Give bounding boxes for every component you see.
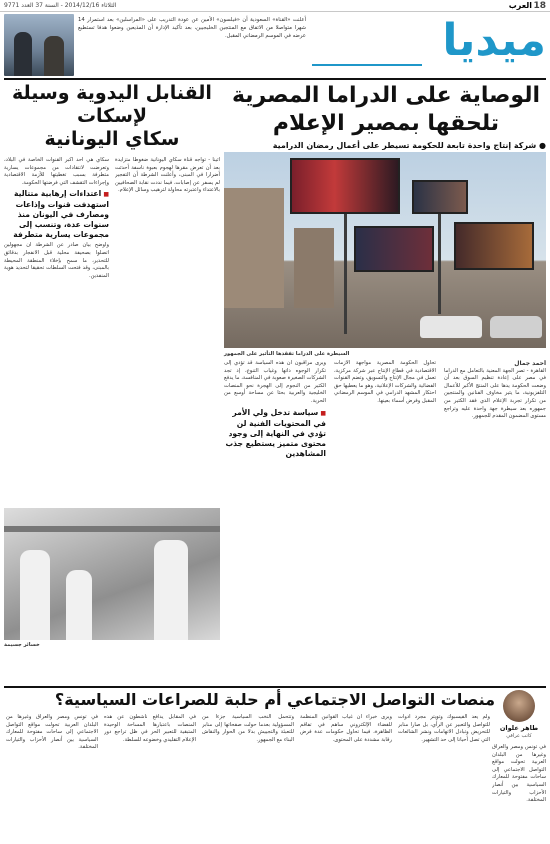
billboards-photo: [224, 152, 546, 348]
left-col-a-text: أثينا - تواجه قناة سكاي اليونانية ضغوطا متزايدة بعد أن تعرض مقرها لهجوم بعبوة ناسفة أحدثت أضرارا في المبنى، وأعلنت الشرطة أن التفجير لم يسفر عن إصابات، فيما نددت نقابة الصحافيين بالاعتداء واعتبرته محاولة لترهيب وسائل الإعلام.: [115, 157, 220, 194]
author-block: [492, 690, 546, 840]
author-avatar: [503, 690, 535, 722]
photo-car: [490, 316, 542, 338]
paper-name: العرب: [508, 1, 532, 10]
top-bar: [0, 0, 550, 12]
section-title: ميديا: [442, 15, 546, 66]
billboard: [454, 222, 534, 270]
right-story-column: [224, 360, 326, 660]
right-story-body: [224, 360, 546, 660]
left-col-c-text: وأوضح بيان صادر عن الشرطة أن مجهولين اتصلوا بصحيفة محلية قبل الانفجار بدقائق للتحذير، ما سمح بإخلاء المنطقة المحيطة بالمبنى، وقد فتحت السلطات تحقيقا لتحديد هوية المنفذين.: [4, 242, 109, 279]
bottom-column: ويرى خبراء أن غياب القوانين المنظمة للفضاء الإلكتروني ساهم في تفاقم الظاهرة، فيما تحاول حكومات عدة فرض رقابة مشددة على المحتوى.: [300, 714, 392, 743]
left-col-a: [115, 157, 220, 527]
author-role: كاتب عراقي: [506, 733, 532, 739]
right-story-subhead: ■ سياسة تدخل ولي الأمر في المحتويات الفنية لن تؤدي في النهاية إلى وجود محتوى متميز يستطيع جذب المشاهدين: [224, 408, 326, 459]
left-col-b-text: سكاي هي أحد أكبر القنوات الخاصة في البلاد، وتعرضت لانتقادات من مجموعات يسارية متطرفة بسبب تغطيتها للأزمة الاقتصادية وإجراءات التقشف التي فرضتها الحكومة.: [4, 157, 109, 186]
photo-car: [420, 316, 482, 338]
right-col2-text: تحاول الحكومة المصرية مواجهة الأزمات الاقتصادية في قطاع الإنتاج عبر شركة مركزية، تعمل في مجال الإنتاج والتسويق، وتضم القنوات الفضائية والشركات الإعلانية، وهو ما يعطيها حق احتكار المشهد الدرامي في الموسم الرمضاني المقبل وفرض أسماء بعينها.: [334, 360, 436, 404]
right-byline: أحمد جمال: [514, 360, 546, 367]
bottom-story-body: [4, 714, 490, 840]
left-story-columns: [4, 157, 220, 527]
left-story-photo: [4, 508, 220, 640]
section-masthead: [312, 12, 546, 72]
left-col-b: [4, 157, 109, 527]
photo-building: [294, 228, 334, 308]
left-story-headline: [4, 82, 220, 151]
billboard: [354, 226, 434, 272]
bottom-column: في المقابل يدافع ناشطون عن هذه المنصات باعتبارها المساحة الوحيدة المتبقية للتعبير الحر في ظل تراجع دور الإعلام التقليدي وخضوعه للسلطة.: [104, 714, 196, 743]
photo-shelf: [4, 526, 220, 532]
right-photo-caption: السيطرة على الدراما تفقدها التأثير على الجمهور: [224, 351, 350, 357]
teaser-text: أعلنت «القناة» السعودية أن «فيلسون» الأمين عن عودة التدريب على «المراسلين» بعد استمرار 14 شهرا متواصلا من الاتفاق مع المنتجين الخليجيين، بعد تأكيد الإدارة أن المذيعين وضعوا هدفا تستطيع عرضه في الموسم الرمضاني المقبل.: [78, 17, 306, 39]
masthead-rule: [312, 64, 422, 66]
bottom-column: في تونس ومصر والعراق وغيرها من البلدان العربية تحولت مواقع التواصل الاجتماعي إلى ساحات مفتوحة للمعارك السياسية بين أنصار الأحزاب والتيارات المختلفة.: [6, 714, 98, 751]
left-story: [4, 82, 220, 527]
billboard: [412, 180, 468, 214]
left-headline-line1: القنابل اليدوية وسيلة لإسكات: [12, 82, 212, 127]
author-col-text: في تونس ومصر والعراق وغيرها من البلدان العربية تحولت مواقع التواصل الاجتماعي إلى ساحات مفتوحة للمعارك السياسية بين أنصار الأحزاب والتيارات المختلفة.: [492, 744, 546, 804]
photo-figure: [154, 540, 188, 640]
left-story-subhead: ■ اعتداءات إرهابية متتالية استهدفت قنوات وإذاعات ومصارف في اليونان منذ سنوات عدة، وتنسب إلى مجموعات يسارية متطرفة: [4, 189, 109, 240]
dateline: الثلاثاء 2014/12/16 - السنة 37 العدد 9771: [4, 2, 117, 9]
right-story-column: [334, 360, 436, 660]
right-headline-line2: تلحقها بمصير الإعلام: [272, 111, 500, 136]
bottom-column: ولم يعد الفيسبوك وتويتر مجرد أدوات للتواصل والتعبير عن الرأي، بل صارا منابر للتحريض وتبادل الاتهامات ونشر الشائعات التي تصل أحيانا إلى حد التشهير.: [398, 714, 490, 743]
top-divider: [4, 78, 546, 80]
photo-pole: [344, 214, 347, 334]
bottom-story-header: [4, 686, 546, 712]
page-number: 18: [533, 1, 546, 11]
photo-figure: [66, 570, 92, 640]
right-story-headline: [226, 82, 546, 138]
left-headline-line2: سكاي اليونانية: [44, 128, 180, 150]
left-photo-caption: خسائر جسيمة: [4, 642, 40, 648]
bottom-column: وتتحمل النخب السياسية جزءا من المسؤولية بعدما حولت صفحاتها إلى منابر للتعبئة والتجييش بدلا من الحوار والنقاش البناء مع الجمهور.: [202, 714, 294, 743]
right-story-deck: ● شركة إنتاج واحدة تابعة للحكومة تسيطر على أعمال رمضان الدرامية: [226, 140, 546, 151]
billboard: [290, 158, 400, 214]
teaser-box: [4, 14, 306, 76]
author-name: طاهر علوان: [499, 724, 539, 732]
photo-figure: [20, 550, 50, 640]
bottom-story-headline: منصات التواصل الاجتماعي أم حلبة للصراعات السياسية؟: [54, 690, 496, 709]
right-story-column: [444, 360, 546, 660]
right-col3-text: ويرى مراقبون أن هذه السياسة قد تؤدي إلى تكرار الوجوه ذاتها وغياب التنوع، إذ تجد الشركات الصغيرة صعوبة في المنافسة، ما يدفع الكثير من النجوم إلى الهجرة نحو المنصات الخليجية والعربية بحثا عن مساحة أوسع من الحرية.: [224, 360, 326, 404]
photo-building: [224, 188, 284, 308]
photo-pole: [438, 214, 441, 314]
right-headline-line1: الوصاية على الدراما المصرية: [231, 83, 541, 108]
teaser-photo: [4, 14, 74, 76]
right-col1-text: القاهرة - تصر الجهة المعنية بالتعامل مع الدراما في مصر على إعادة تنظيم السوق بعد أن وضعت الحكومة يدها على المنتج الأكبر للأعمال التلفزيونية، ما يثير مخاوف الفنانين والمنتجين من تكرار تجربة الإعلام الذي فقد الكثير من جمهوره بعد سيطرة جهة واحدة عليه وتراجع مستوى المضمون المقدم للجمهور.: [444, 367, 546, 420]
right-story-header: [226, 82, 546, 151]
